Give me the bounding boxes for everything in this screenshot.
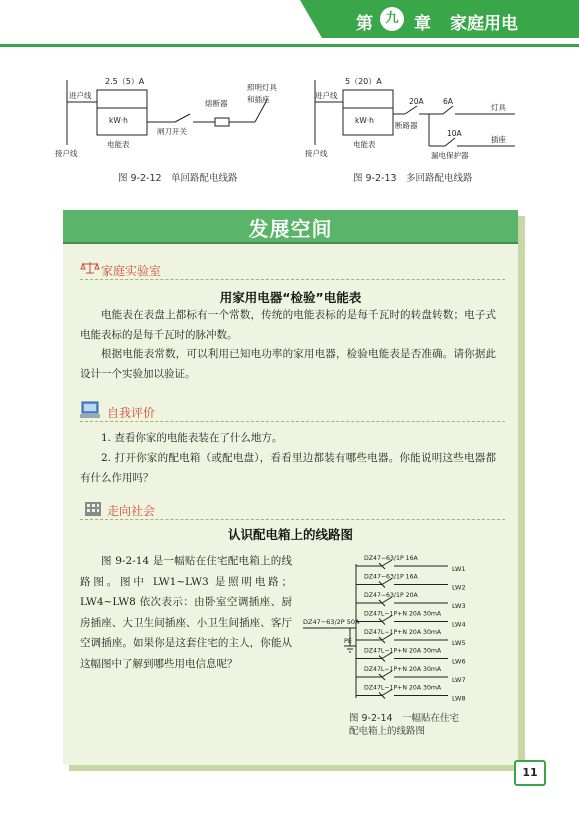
circuit-spec: DZ47L−1P+N 20A 30mA xyxy=(364,610,442,618)
chapter-number-badge: 九 xyxy=(380,7,404,31)
section-divider xyxy=(80,279,505,280)
header-rule xyxy=(0,44,579,47)
lab-heading: 家庭实验室 xyxy=(101,264,162,278)
building-icon xyxy=(84,500,102,516)
circuit-spec: DZ47L−1P+N 20A 30mA xyxy=(364,684,442,692)
panel-title: 发展空间 xyxy=(248,217,333,241)
panel-shadow xyxy=(518,216,525,771)
main-breaker-label: DZ47−63/2P 50A xyxy=(303,618,360,626)
circuit-spec: DZ47L−1P+N 20A 30mA xyxy=(364,666,442,673)
panel-shadow xyxy=(69,765,525,771)
knife-switch-label: 闸刀开关 xyxy=(157,127,187,136)
rating-label: 5（20）A xyxy=(345,77,382,86)
society-paragraph: 图 9-2-14 是一幅贴在住宅配电箱上的线路图。图中 LW1~LW3 是照明电路；LW4~LW8 依次表示：由卧室空调插座、厨房插座、大卫生间插座、小卫生间插座、客厅空调插座。如果你是这套住宅的主人，你能从这幅图中了解到哪些用电信息呢？ xyxy=(80,555,292,670)
socket-label: 插座 xyxy=(491,135,506,144)
circuit-spec: DZ47L−1P+N 20A 30mA xyxy=(364,629,442,636)
figure-14-caption-line1: 图 9-2-14 一幅贴在住宅 xyxy=(349,713,460,724)
figure-14-caption-line2: 配电箱上的线路图 xyxy=(349,726,426,737)
circuit-name: LW4 xyxy=(452,620,466,629)
circuit-spec: DZ47−63/1P 16A xyxy=(364,555,418,562)
incoming-label: 进户线 xyxy=(69,91,92,100)
banner-rule xyxy=(63,242,518,244)
circuit-name: LW1 xyxy=(452,565,466,573)
self-eval-item-2: 2. 打开你家的配电箱（或配电盘），看看里边都装有哪些电器。你能说明这些电器都有什么作用吗？ xyxy=(80,452,496,484)
computer-icon xyxy=(80,401,102,419)
circuit-name: LW7 xyxy=(452,676,466,684)
section-divider xyxy=(80,519,505,520)
meter-label: 电能表 xyxy=(107,140,130,149)
leakage-label: 漏电保护器 xyxy=(431,151,469,160)
figure-multi-circuit xyxy=(305,70,535,165)
load-label-line1: 照明灯具 xyxy=(247,83,277,92)
meter-label: 电能表 xyxy=(353,140,376,149)
circuit-spec: DZ47−63/1P 20A xyxy=(364,592,418,599)
lamp-rating: 6A xyxy=(443,97,453,106)
circuit-name: LW2 xyxy=(452,583,466,592)
rating-label: 2.5（5）A xyxy=(105,77,145,86)
chapter-prefix: 第 xyxy=(356,14,373,34)
chapter-title: 家庭用电 xyxy=(450,14,518,34)
lab-title: 用家用电器“检验”电能表 xyxy=(219,290,362,305)
section-divider xyxy=(80,421,505,422)
figure-distribution-box xyxy=(298,548,498,708)
circuit-name: LW5 xyxy=(452,639,466,647)
service-line-label: 接户线 xyxy=(55,149,78,158)
incoming-label: 进户线 xyxy=(315,91,338,100)
lamp-label: 灯具 xyxy=(491,103,506,112)
circuit-spec: DZ47−63/1P 16A xyxy=(364,573,418,581)
circuit-spec: DZ47L−1P+N 20A 30mA xyxy=(364,647,442,655)
figure-12-caption: 图 9-2-12 单回路配电线路 xyxy=(118,173,238,184)
page-number: 11 xyxy=(514,760,546,786)
figure-single-circuit xyxy=(55,70,305,165)
service-line-label: 接户线 xyxy=(305,149,328,158)
circuit-name: LW8 xyxy=(452,694,466,703)
breaker-rating: 20A xyxy=(409,97,424,106)
self-eval-heading: 自我评价 xyxy=(107,406,156,420)
figure-13-caption: 图 9-2-13 多回路配电线路 xyxy=(353,173,473,184)
header-wedge xyxy=(300,0,322,38)
fuse-label: 熔断器 xyxy=(205,99,228,108)
self-eval-item-1: 1. 查看你家的电能表装在了什么地方。 xyxy=(101,432,283,444)
lab-paragraph-1: 电能表在表盘上都标有一个常数，传统的电能表标的是每千瓦时的转盘转数；电子式电能表标的是每千瓦时的脉冲数。 xyxy=(80,309,496,341)
load-label-line2: 和插座 xyxy=(247,95,270,104)
circuit-name: LW3 xyxy=(452,602,466,610)
circuit-name: LW6 xyxy=(452,657,466,666)
meter-unit: kW·h xyxy=(109,116,128,125)
society-heading: 走向社会 xyxy=(107,504,156,518)
pe-label: PE xyxy=(344,637,353,645)
chapter-suffix: 章 xyxy=(414,14,431,34)
society-title: 认识配电箱上的线路图 xyxy=(227,527,353,542)
breaker-label: 断路器 xyxy=(395,121,418,130)
socket-rating: 10A xyxy=(447,129,462,138)
meter-unit: kW·h xyxy=(355,116,374,125)
lab-paragraph-2: 根据电能表常数，可以利用已知电功率的家用电器，检验电能表是否准确。请你据此设计一个实验加以验证。 xyxy=(80,348,496,380)
scale-icon xyxy=(80,261,100,275)
